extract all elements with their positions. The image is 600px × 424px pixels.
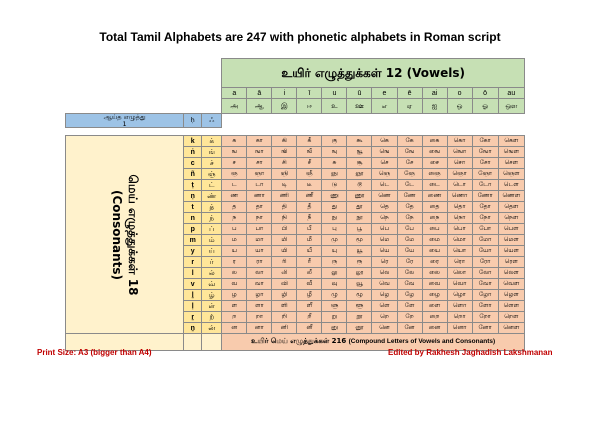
compound-letter: டொ	[447, 180, 472, 191]
compound-letter: ணு	[322, 191, 347, 202]
compound-letter: டெ	[372, 180, 397, 191]
compound-letter: தா	[247, 202, 272, 213]
consonant-letter: த்	[202, 202, 222, 213]
vowel-letter: ஔ	[498, 99, 524, 114]
vowel-roman: ē	[397, 88, 422, 99]
vowel-roman: a	[222, 88, 247, 99]
compound-letter: லோ	[472, 268, 498, 279]
compound-letter: ளோ	[472, 301, 498, 312]
compound-letter: லொ	[447, 268, 472, 279]
compound-letter: சூ	[347, 158, 372, 169]
compound-letter: பை	[422, 224, 447, 235]
consonant-roman: y	[184, 246, 202, 257]
compound-letter: கா	[247, 136, 272, 147]
compound-letter: ரெ	[372, 257, 397, 268]
compound-letter: ளூ	[347, 301, 372, 312]
compound-letter: ர	[222, 257, 247, 268]
compound-letter: ச	[222, 158, 247, 169]
compound-letter: வி	[272, 279, 297, 290]
vowel-roman: ī	[297, 88, 322, 99]
vowel-letter: அ	[222, 99, 247, 114]
compound-letter: கு	[322, 136, 347, 147]
compound-letter: னூ	[347, 323, 372, 334]
consonant-letter: வ்	[202, 279, 222, 290]
compound-letter: வெ	[372, 279, 397, 290]
compound-letter: கெ	[372, 136, 397, 147]
compound-letter: நௌ	[498, 213, 524, 224]
consonant-letter: ட்	[202, 180, 222, 191]
compound-letter: டு	[322, 180, 347, 191]
compound-letter: தே	[397, 202, 422, 213]
consonant-letter: ந்	[202, 213, 222, 224]
compound-letter: மோ	[472, 235, 498, 246]
consonant-letter: ம்	[202, 235, 222, 246]
compound-letter: ல	[222, 268, 247, 279]
compound-letter: மொ	[447, 235, 472, 246]
vowel-letter: ஐ	[422, 99, 447, 114]
compound-letter: ஞூ	[347, 169, 372, 180]
consonant-roman: r	[184, 257, 202, 268]
compound-letter: ஞௌ	[498, 169, 524, 180]
compound-letter: கௌ	[498, 136, 524, 147]
compound-letter: பெ	[372, 224, 397, 235]
consonant-row	[66, 136, 525, 147]
consonant-letter: ச்	[202, 158, 222, 169]
consonants-label	[109, 145, 141, 325]
compound-letter: பா	[247, 224, 272, 235]
compound-letter: யொ	[447, 246, 472, 257]
compound-letter: தீ	[297, 202, 322, 213]
compound-letter: ணை	[422, 191, 447, 202]
compound-letter: ஞீ	[297, 169, 322, 180]
compound-letter: யே	[397, 246, 422, 257]
consonant-roman: ṇ	[184, 191, 202, 202]
compound-letter: ளை	[422, 301, 447, 312]
consonant-letter: ர்	[202, 257, 222, 268]
vowel-roman: i	[272, 88, 297, 99]
compound-letter: றூ	[347, 312, 372, 323]
compound-letter: வொ	[447, 279, 472, 290]
compound-letter: கொ	[447, 136, 472, 147]
compound-letter: ரா	[247, 257, 272, 268]
compound-letter: நொ	[447, 213, 472, 224]
compound-letter: டை	[422, 180, 447, 191]
compound-letter: ரே	[397, 257, 422, 268]
compound-letter: னா	[247, 323, 272, 334]
compound-letter: ரௌ	[498, 257, 524, 268]
aytham-label	[66, 114, 184, 128]
page-title: Total Tamil Alphabets are 247 with phonetic alphabets in Roman script	[99, 30, 501, 44]
compound-letter: றொ	[447, 312, 472, 323]
compound-letter: வா	[247, 279, 272, 290]
vowel-letter: உ	[322, 99, 347, 114]
compound-letter: தை	[422, 202, 447, 213]
compound-letter: தோ	[472, 202, 498, 213]
compound-letter: ஞே	[397, 169, 422, 180]
compound-letter: ரி	[272, 257, 297, 268]
compound-letter: சோ	[472, 158, 498, 169]
compound-letter: ஞெ	[372, 169, 397, 180]
consonant-letter: ழ்	[202, 290, 222, 301]
compound-letter: ஞ	[222, 169, 247, 180]
compound-letter: ரோ	[472, 257, 498, 268]
compound-letter: லை	[422, 268, 447, 279]
footer-spacer	[184, 334, 202, 351]
compound-letter: டே	[397, 180, 422, 191]
compound-letter: நி	[272, 213, 297, 224]
compound-letter: ஙூ	[347, 147, 372, 158]
compound-letter: னே	[397, 323, 422, 334]
compound-letter: றா	[247, 312, 272, 323]
compound-letter: னி	[272, 323, 297, 334]
consonant-roman: ṟ	[184, 312, 202, 323]
compound-letter: ஞை	[422, 169, 447, 180]
compound-letter: பீ	[297, 224, 322, 235]
consonant-letter: ன்	[202, 323, 222, 334]
consonant-letter: ப்	[202, 224, 222, 235]
aytham-letter: ஃ	[202, 114, 222, 128]
compound-letter: தூ	[347, 202, 372, 213]
compound-letter: று	[322, 312, 347, 323]
aytham-roman: ḥ	[184, 114, 202, 128]
compound-letter: யூ	[347, 246, 372, 257]
compound-letter: றை	[422, 312, 447, 323]
compound-letter: மா	[247, 235, 272, 246]
compound-label-tamil: உயிர் மெய் எழுத்துக்கள் 216	[251, 337, 347, 346]
compound-letter: போ	[472, 224, 498, 235]
compound-letter: ந	[222, 213, 247, 224]
compound-letter: ரொ	[447, 257, 472, 268]
compound-letter: லீ	[297, 268, 322, 279]
vowel-roman: ai	[422, 88, 447, 99]
compound-letter: யை	[422, 246, 447, 257]
compound-letter: ழா	[247, 290, 272, 301]
compound-letter: னை	[422, 323, 447, 334]
compound-letter: ழை	[422, 290, 447, 301]
compound-letter: லௌ	[498, 268, 524, 279]
vowel-roman: ō	[472, 88, 498, 99]
compound-letter: பொ	[447, 224, 472, 235]
compound-letter: செ	[372, 158, 397, 169]
compound-letter: னொ	[447, 323, 472, 334]
compound-letter: கோ	[472, 136, 498, 147]
compound-letter: ணே	[397, 191, 422, 202]
footer-spacer	[202, 334, 222, 351]
compound-letter: யோ	[472, 246, 498, 257]
consonant-roman: ṅ	[184, 147, 202, 158]
compound-letter: டா	[247, 180, 272, 191]
vowel-letter: ஈ	[297, 99, 322, 114]
consonant-letter: க்	[202, 136, 222, 147]
vowel-letter: ஓ	[472, 99, 498, 114]
compound-letter: ழொ	[447, 290, 472, 301]
compound-label-english: (Compound Letters of Vowels and Consonants)	[348, 338, 496, 346]
compound-letter: ளீ	[297, 301, 322, 312]
vowel-roman: ū	[347, 88, 372, 99]
vowel-roman: o	[447, 88, 472, 99]
compound-letter: பி	[272, 224, 297, 235]
compound-letter: நா	[247, 213, 272, 224]
compound-letter: ழீ	[297, 290, 322, 301]
compound-letter: மே	[397, 235, 422, 246]
vowel-letter: ஊ	[347, 99, 372, 114]
compound-letter: றீ	[297, 312, 322, 323]
compound-letter: ஙோ	[472, 147, 498, 158]
aytham-count: 1	[122, 119, 127, 128]
compound-letter: ழ	[222, 290, 247, 301]
compound-letter: டி	[272, 180, 297, 191]
compound-letter: ழே	[397, 290, 422, 301]
compound-letter: ஙு	[322, 147, 347, 158]
compound-letter: ழௌ	[498, 290, 524, 301]
consonants-label-cell	[66, 136, 184, 334]
compound-letter: ஙி	[272, 147, 297, 158]
compound-letter: மை	[422, 235, 447, 246]
consonants-label-english: (Consonants)	[110, 189, 124, 280]
compound-letter: யா	[247, 246, 272, 257]
compound-letter: னௌ	[498, 323, 524, 334]
compound-letter: யெ	[372, 246, 397, 257]
vowel-letter: இ	[272, 99, 297, 114]
compound-letter: ஙா	[247, 147, 272, 158]
consonant-roman: v	[184, 279, 202, 290]
compound-letter: யௌ	[498, 246, 524, 257]
compound-letter: யீ	[297, 246, 322, 257]
compound-letter: ன	[222, 323, 247, 334]
compound-letter: ளொ	[447, 301, 472, 312]
compound-letter: ழெ	[372, 290, 397, 301]
compound-letter: நே	[397, 213, 422, 224]
compound-letter: ளு	[322, 301, 347, 312]
vowel-roman: u	[322, 88, 347, 99]
compound-letter: வோ	[472, 279, 498, 290]
compound-letter: ளெ	[372, 301, 397, 312]
compound-letter: மீ	[297, 235, 322, 246]
compound-letter: னோ	[472, 323, 498, 334]
compound-letter: லூ	[347, 268, 372, 279]
compound-letter: வ	[222, 279, 247, 290]
compound-letter: ஞோ	[472, 169, 498, 180]
compound-letter: ணா	[247, 191, 272, 202]
compound-letter: ணோ	[472, 191, 498, 202]
consonants-label-tamil: மெய் எழுத்துக்கள் 18	[126, 174, 141, 295]
compound-letter: கை	[422, 136, 447, 147]
compound-letter: வூ	[347, 279, 372, 290]
consonant-roman: m	[184, 235, 202, 246]
compound-letter: றோ	[472, 312, 498, 323]
compound-letter: வே	[397, 279, 422, 290]
compound-letter: பௌ	[498, 224, 524, 235]
compound-letter: ரை	[422, 257, 447, 268]
compound-letter: வை	[422, 279, 447, 290]
consonant-roman: ḻ	[184, 290, 202, 301]
compound-letter: ளி	[272, 301, 297, 312]
compound-letter: மௌ	[498, 235, 524, 246]
compound-letter: சே	[397, 158, 422, 169]
compound-letter: லெ	[372, 268, 397, 279]
compound-letter: றே	[397, 312, 422, 323]
compound-letter: ஙை	[422, 147, 447, 158]
compound-letter: து	[322, 202, 347, 213]
compound-letter: மி	[272, 235, 297, 246]
editor-credit: Edited by Rakhesh Jaghadish Lakshmanan	[388, 348, 553, 357]
vowel-letter: ஒ	[447, 99, 472, 114]
compound-letter: நோ	[472, 213, 498, 224]
consonant-letter: ங்	[202, 147, 222, 158]
compound-letter: நீ	[297, 213, 322, 224]
compound-letter: ஙே	[397, 147, 422, 158]
compound-letter: வு	[322, 279, 347, 290]
consonant-roman: ñ	[184, 169, 202, 180]
compound-letter: தெ	[372, 202, 397, 213]
compound-letter: பூ	[347, 224, 372, 235]
compound-letter: ஞு	[322, 169, 347, 180]
consonant-letter: ற்	[202, 312, 222, 323]
compound-letter: ழு	[322, 290, 347, 301]
compound-letter: சீ	[297, 158, 322, 169]
consonant-roman: c	[184, 158, 202, 169]
compound-letter: ஞொ	[447, 169, 472, 180]
compound-letter: நை	[422, 213, 447, 224]
compound-letter: ப	[222, 224, 247, 235]
tamil-alphabet-table	[65, 58, 525, 351]
compound-letter: கீ	[297, 136, 322, 147]
compound-letter: ணௌ	[498, 191, 524, 202]
vowel-letter: ஆ	[247, 99, 272, 114]
compound-letter: ஞி	[272, 169, 297, 180]
compound-letter: றி	[272, 312, 297, 323]
vowel-roman: ā	[247, 88, 272, 99]
compound-letter: கி	[272, 136, 297, 147]
compound-letter: ங	[222, 147, 247, 158]
compound-letter: ஙொ	[447, 147, 472, 158]
consonant-letter: ள்	[202, 301, 222, 312]
compound-letter: ள	[222, 301, 247, 312]
compound-letter: னீ	[297, 323, 322, 334]
compound-letter: சி	[272, 158, 297, 169]
compound-letter: றெ	[372, 312, 397, 323]
consonant-letter: ல்	[202, 268, 222, 279]
compound-letter: சை	[422, 158, 447, 169]
compound-letter: மூ	[347, 235, 372, 246]
compound-letter: ளா	[247, 301, 272, 312]
compound-letter: நூ	[347, 213, 372, 224]
compound-letter: பு	[322, 224, 347, 235]
compound-letter: த	[222, 202, 247, 213]
compound-letter: பே	[397, 224, 422, 235]
compound-letter: சௌ	[498, 158, 524, 169]
compound-letter: வௌ	[498, 279, 524, 290]
compound-letter: ணூ	[347, 191, 372, 202]
compound-letter: டீ	[297, 180, 322, 191]
compound-letter: ணீ	[297, 191, 322, 202]
compound-letter: கூ	[347, 136, 372, 147]
consonant-roman: k	[184, 136, 202, 147]
compound-letter: னெ	[372, 323, 397, 334]
compound-letter: ணெ	[372, 191, 397, 202]
compound-letter: ஙெ	[372, 147, 397, 158]
compound-letter: ண	[222, 191, 247, 202]
compound-letter: டூ	[347, 180, 372, 191]
compound-letter: நு	[322, 213, 347, 224]
print-size-note: Print Size: A3 (bigger than A4)	[37, 348, 152, 357]
consonant-roman: ḷ	[184, 301, 202, 312]
compound-letter: ட	[222, 180, 247, 191]
compound-letter: னு	[322, 323, 347, 334]
compound-letter: மெ	[372, 235, 397, 246]
compound-letter: மு	[322, 235, 347, 246]
compound-letter: ஙீ	[297, 147, 322, 158]
compound-letter: க	[222, 136, 247, 147]
compound-letter: யு	[322, 246, 347, 257]
aytham-label-text: ஆய்த எழுத்து	[103, 113, 146, 121]
compound-letter: ரீ	[297, 257, 322, 268]
compound-letter: நெ	[372, 213, 397, 224]
compound-letter: ரூ	[347, 257, 372, 268]
compound-letter: ற	[222, 312, 247, 323]
consonants-label-wrap	[66, 144, 184, 326]
compound-letter: சா	[247, 158, 272, 169]
compound-letter: டௌ	[498, 180, 524, 191]
compound-letter: தௌ	[498, 202, 524, 213]
compound-letter: ழி	[272, 290, 297, 301]
compound-letter: ம	[222, 235, 247, 246]
vowel-letter: ஏ	[397, 99, 422, 114]
vowels-heading: உயிர் எழுத்துக்கள் 12 (Vowels)	[222, 59, 525, 88]
consonant-roman: n	[184, 213, 202, 224]
compound-letter: லி	[272, 268, 297, 279]
consonant-letter: ஞ்	[202, 169, 222, 180]
compound-letter: ணி	[272, 191, 297, 202]
compound-letter: தொ	[447, 202, 472, 213]
consonant-letter: ண்	[202, 191, 222, 202]
compound-letter: ழூ	[347, 290, 372, 301]
compound-letter: சொ	[447, 158, 472, 169]
compound-letter: ஙௌ	[498, 147, 524, 158]
consonant-roman: p	[184, 224, 202, 235]
compound-letter: ளே	[397, 301, 422, 312]
consonant-letter: ய்	[202, 246, 222, 257]
vowel-roman: au	[498, 88, 524, 99]
compound-letter: லா	[247, 268, 272, 279]
compound-letter: டோ	[472, 180, 498, 191]
compound-letter: ஞா	[247, 169, 272, 180]
consonant-roman: ṭ	[184, 180, 202, 191]
compound-letter: சு	[322, 158, 347, 169]
compound-letter: றௌ	[498, 312, 524, 323]
consonant-roman: ṉ	[184, 323, 202, 334]
consonant-roman: t	[184, 202, 202, 213]
compound-letter: லு	[322, 268, 347, 279]
compound-letter: ய	[222, 246, 247, 257]
compound-letter: யி	[272, 246, 297, 257]
compound-letter: கே	[397, 136, 422, 147]
compound-letter: ணொ	[447, 191, 472, 202]
compound-letter: ளௌ	[498, 301, 524, 312]
compound-letter: ழோ	[472, 290, 498, 301]
compound-letter: வீ	[297, 279, 322, 290]
vowel-roman: e	[372, 88, 397, 99]
compound-letter: தி	[272, 202, 297, 213]
vowel-letter: எ	[372, 99, 397, 114]
compound-letter: ரு	[322, 257, 347, 268]
consonant-roman: l	[184, 268, 202, 279]
compound-letter: லே	[397, 268, 422, 279]
